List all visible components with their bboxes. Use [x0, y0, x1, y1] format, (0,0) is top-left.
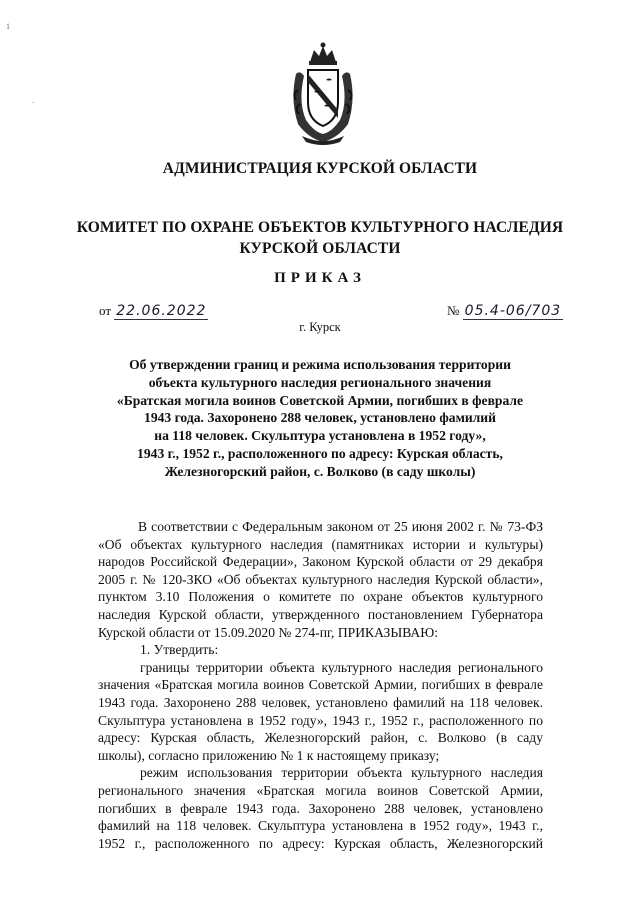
- title-line: 1943 года. Захоронено 288 человек, установлено фамилий: [144, 410, 496, 426]
- body-line: 1952 г., расположенного по адресу: Курская область, Железногорский: [98, 835, 543, 851]
- body-line: 2005 г. № 120-ЗКО «Об объектах культурного наследия Курской области»,: [98, 571, 543, 587]
- title-line: 1943 г., 1952 г., расположенного по адресу: Курская область,: [137, 445, 503, 461]
- number-prefix: №: [447, 303, 460, 318]
- title-line: Об утверждении границ и режима использования территории: [129, 357, 511, 372]
- committee-heading-line2: КУРСКОЙ ОБЛАСТИ: [239, 240, 401, 257]
- committee-heading: [0, 217, 640, 259]
- body-line: наследия Курской области, утвержденного постановлением Губернатора: [98, 606, 543, 622]
- body-line: 1. Утвердить:: [140, 642, 219, 658]
- body-line: режим использования территории объекта культурного наследия: [140, 765, 543, 781]
- body-line: значения «Братская могила воинов Советской Армии, погибших в феврале: [98, 677, 543, 693]
- body-line: В соответствии с Федеральным законом от 25 июня 2002 г. № 73-ФЗ: [138, 519, 543, 534]
- body-line: адресу: Курская область, Железногорский район, с. Волково (в саду: [98, 730, 543, 746]
- coat-of-arms-emblem: [288, 40, 358, 148]
- body-line: пунктом 3.10 Положения о комитете по охране объектов культурного: [98, 589, 543, 605]
- margin-mark-side: .: [32, 96, 34, 105]
- body-line: 1943 года. Захоронено 288 человек, установлено фамилий на 118 человек.: [98, 694, 543, 710]
- body-line: границы территории объекта культурного наследия регионального: [140, 659, 543, 675]
- body-line: погибших в феврале 1943 года. Захоронено 288 человек, установлено: [98, 800, 543, 816]
- body-line: Курской области от 15.09.2020 № 274-пг, ПРИКАЗЫВАЮ:: [98, 624, 439, 640]
- date-row: [99, 303, 208, 320]
- body-line: регионального значения «Братская могила воинов Советской Армии,: [98, 782, 543, 798]
- title-line: объекта культурного наследия регионального значения: [148, 374, 492, 390]
- body-line: школы), согласно приложению № 1 к настоящему приказу;: [98, 747, 440, 763]
- title-line: на 118 человек. Скульптура установлена в 1952 году»,: [154, 428, 486, 444]
- body-line: «Об объектах культурного наследия (памятниках истории и культуры): [98, 536, 543, 552]
- title-line: Железногорский район, с. Волково (в саду школы): [164, 463, 476, 479]
- body-line: фамилий на 118 человек. Скульптура установлена в 1952 году», 1943 г.,: [98, 818, 543, 834]
- document-type-heading: ПРИКАЗ: [274, 270, 366, 286]
- date-prefix: от: [99, 303, 112, 318]
- city-label: г. Курск: [299, 320, 341, 334]
- body-line: Скульптура установлена в 1952 году», 1943 г., 1952 г., расположенного по: [98, 712, 543, 728]
- order-title: [100, 356, 540, 481]
- body-line: народов Российской Федерации», Законом Курской области от 29 декабря: [98, 554, 543, 570]
- handwritten-date: 22.06.2022: [116, 303, 207, 319]
- order-body: [98, 518, 543, 852]
- margin-mark-top: 1: [6, 22, 10, 31]
- handwritten-number: 05.4-06/703: [464, 303, 562, 319]
- number-row: [447, 303, 563, 320]
- title-line: «Братская могила воинов Советской Армии, погибших в феврале: [116, 392, 524, 408]
- committee-heading-line1: КОМИТЕТ ПО ОХРАНЕ ОБЪЕКТОВ КУЛЬТУРНОГО НАСЛЕДИЯ: [76, 219, 564, 236]
- administration-heading: АДМИНИСТРАЦИЯ КУРСКОЙ ОБЛАСТИ: [162, 160, 478, 177]
